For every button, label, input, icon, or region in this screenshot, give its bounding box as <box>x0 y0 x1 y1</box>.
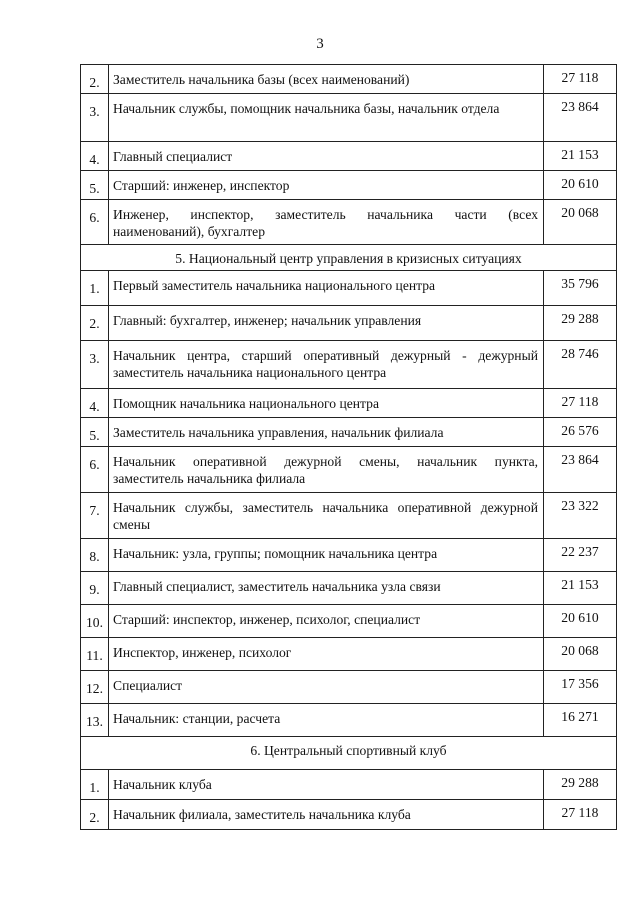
row-number: 1. <box>81 271 109 306</box>
position-name: Начальник оперативной дежурной смены, начальник пункта, заместитель начальника филиала <box>109 447 544 493</box>
salary-table <box>80 64 617 830</box>
position-name: Главный специалист, заместитель начальника узла связи <box>109 572 544 605</box>
table-row <box>81 306 617 341</box>
row-number: 10. <box>81 605 109 638</box>
row-number: 3. <box>81 341 109 389</box>
table-row <box>81 770 617 800</box>
salary-value: 23 864 <box>544 94 617 142</box>
row-number: 4. <box>81 389 109 418</box>
position-name: Начальник службы, помощник начальника базы, начальник отдела <box>109 94 544 142</box>
row-number: 6. <box>81 200 109 245</box>
salary-value: 27 118 <box>544 389 617 418</box>
salary-value: 35 796 <box>544 271 617 306</box>
row-number: 7. <box>81 493 109 539</box>
table-body <box>81 65 617 830</box>
section-header-row <box>81 245 617 271</box>
salary-value: 17 356 <box>544 671 617 704</box>
table-row <box>81 200 617 245</box>
table-row <box>81 638 617 671</box>
position-name: Главный специалист <box>109 142 544 171</box>
section-title: 6. Центральный спортивный клуб <box>81 737 617 770</box>
table-row <box>81 171 617 200</box>
row-number: 5. <box>81 418 109 447</box>
table-row <box>81 800 617 830</box>
position-name: Начальник службы, заместитель начальника оперативной дежурной смены <box>109 493 544 539</box>
position-name: Начальник филиала, заместитель начальника клуба <box>109 800 544 830</box>
table-row <box>81 447 617 493</box>
table-row <box>81 572 617 605</box>
row-number: 2. <box>81 800 109 830</box>
table-row <box>81 271 617 306</box>
table-row <box>81 94 617 142</box>
salary-value: 28 746 <box>544 341 617 389</box>
salary-value: 23 864 <box>544 447 617 493</box>
table-row <box>81 671 617 704</box>
salary-value: 27 118 <box>544 800 617 830</box>
salary-value: 20 068 <box>544 200 617 245</box>
position-name: Главный: бухгалтер, инженер; начальник управления <box>109 306 544 341</box>
row-number: 8. <box>81 539 109 572</box>
salary-value: 27 118 <box>544 65 617 94</box>
section-header-row <box>81 737 617 770</box>
salary-value: 29 288 <box>544 770 617 800</box>
row-number: 13. <box>81 704 109 737</box>
table-row <box>81 605 617 638</box>
position-name: Начальник: узла, группы; помощник начальника центра <box>109 539 544 572</box>
position-name: Инспектор, инженер, психолог <box>109 638 544 671</box>
row-number: 2. <box>81 306 109 341</box>
position-name: Заместитель начальника базы (всех наименований) <box>109 65 544 94</box>
position-name: Старший: инспектор, инженер, психолог, специалист <box>109 605 544 638</box>
salary-value: 22 237 <box>544 539 617 572</box>
salary-value: 23 322 <box>544 493 617 539</box>
table-row <box>81 418 617 447</box>
position-name: Специалист <box>109 671 544 704</box>
position-name: Старший: инженер, инспектор <box>109 171 544 200</box>
salary-value: 29 288 <box>544 306 617 341</box>
salary-value: 26 576 <box>544 418 617 447</box>
table-row <box>81 493 617 539</box>
position-name: Начальник центра, старший оперативный дежурный - дежурный заместитель начальника национального центра <box>109 341 544 389</box>
table-row <box>81 65 617 94</box>
row-number: 6. <box>81 447 109 493</box>
row-number: 12. <box>81 671 109 704</box>
salary-value: 20 610 <box>544 171 617 200</box>
table-row <box>81 341 617 389</box>
row-number: 2. <box>81 65 109 94</box>
row-number: 1. <box>81 770 109 800</box>
position-name: Начальник: станции, расчета <box>109 704 544 737</box>
position-name: Начальник клуба <box>109 770 544 800</box>
section-title: 5. Национальный центр управления в кризисных ситуациях <box>81 245 617 271</box>
salary-value: 21 153 <box>544 572 617 605</box>
table-row <box>81 389 617 418</box>
row-number: 4. <box>81 142 109 171</box>
page-number: 3 <box>316 36 324 52</box>
salary-value: 16 271 <box>544 704 617 737</box>
row-number: 11. <box>81 638 109 671</box>
position-name: Первый заместитель начальника национального центра <box>109 271 544 306</box>
salary-value: 21 153 <box>544 142 617 171</box>
position-name: Помощник начальника национального центра <box>109 389 544 418</box>
table-row <box>81 142 617 171</box>
row-number: 3. <box>81 94 109 142</box>
table-row <box>81 704 617 737</box>
row-number: 5. <box>81 171 109 200</box>
position-name: Инженер, инспектор, заместитель начальника части (всех наименований), бухгалтер <box>109 200 544 245</box>
salary-value: 20 068 <box>544 638 617 671</box>
row-number: 9. <box>81 572 109 605</box>
table-row <box>81 539 617 572</box>
position-name: Заместитель начальника управления, начальник филиала <box>109 418 544 447</box>
salary-value: 20 610 <box>544 605 617 638</box>
